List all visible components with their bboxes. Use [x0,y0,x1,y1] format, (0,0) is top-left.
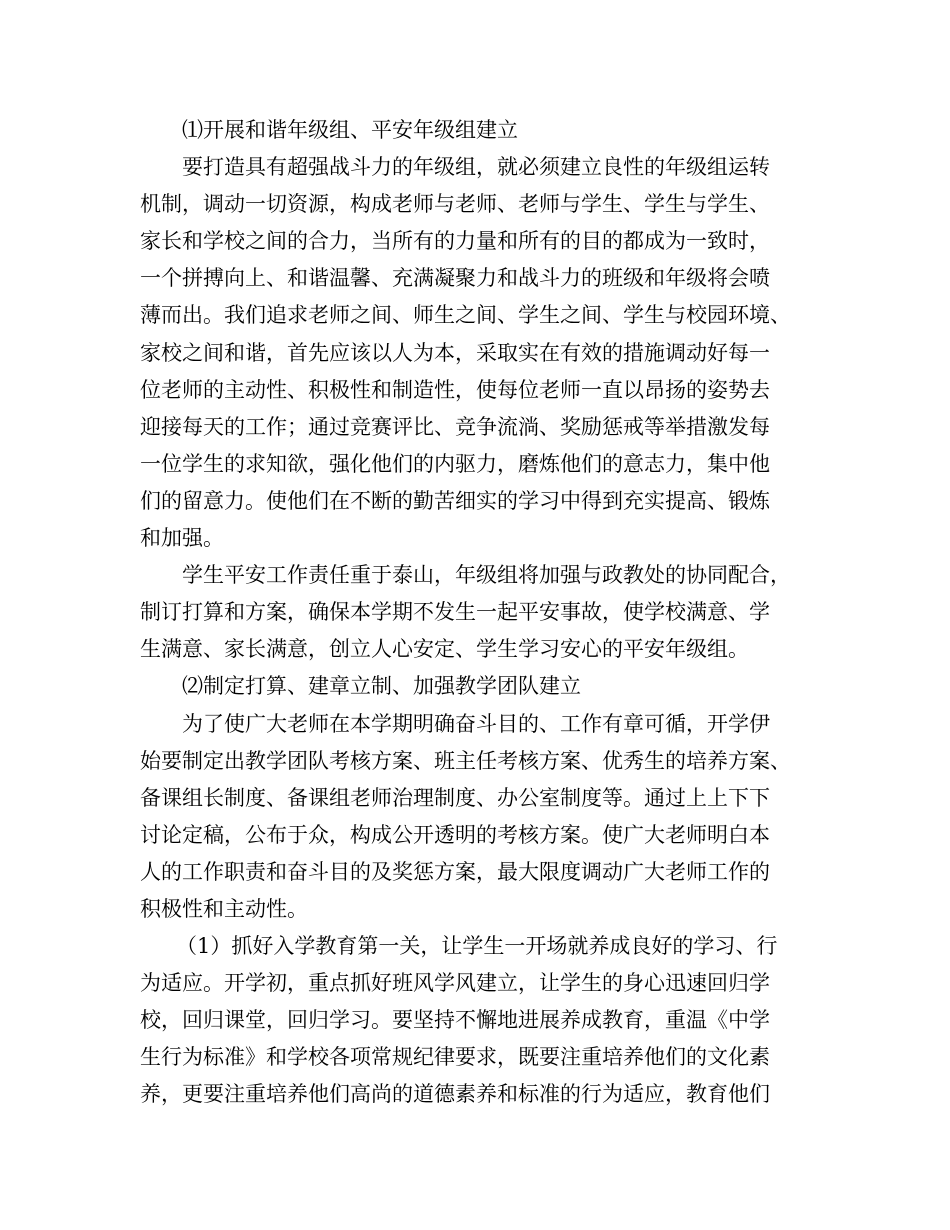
paragraph-line: 家长和学校之间的合力，当所有的力量和所有的目的都成为一致时， [140,229,770,254]
paragraph-line: 备课组长制度、备课组老师治理制度、办公室制度等。通过上上下下 [140,785,770,810]
paragraph-line: 一个拼搏向上、和谐温馨、充满凝聚力和战斗力的班级和年级将会喷 [140,266,770,291]
paragraph-line: 家校之间和谐，首先应该以人为本，采取实在有效的措施调动好每一 [140,340,770,365]
paragraph-line: 生满意、家长满意，创立人心安定、学生学习安心的平安年级组。 [140,637,749,662]
paragraph-line: 机制，调动一切资源，构成老师与老师、老师与学生、学生与学生、 [140,192,770,217]
paragraph-line: 人的工作职责和奋斗目的及奖惩方案，最大限度调动广大老师工作的 [140,859,770,884]
paragraph-line: 学生平安工作责任重于泰山，年级组将加强与政教处的协同配合， [182,563,791,588]
document-page [140,112,830,1114]
section-heading: ⑵制定打算、建章立制、加强教学团队建立 [182,674,581,699]
paragraph-line: 讨论定稿，公布于众，构成公开透明的考核方案。使广大老师明白本 [140,822,770,847]
paragraph-line: 养，更要注重培养他们高尚的道德素养和标准的行为适应，教育他们 [140,1082,770,1107]
paragraph-line: （1）抓好入学教育第一关，让学生一开场就养成良好的学习、行 [176,934,778,959]
paragraph-line: 制订打算和方案，确保本学期不发生一起平安事故，使学校满意、学 [140,600,770,625]
paragraph-line: 为了使广大老师在本学期明确奋斗目的、工作有章可循，开学伊 [182,711,770,736]
paragraph-line: 生行为标准》和学校各项常规纪律要求，既要注重培养他们的文化素 [140,1045,770,1070]
paragraph-line: 们的留意力。使他们在不断的勤苦细实的学习中得到充实提高、锻炼 [140,488,770,513]
paragraph-line: 一位学生的求知欲，强化他们的内驱力，磨炼他们的意志力，集中他 [140,451,770,476]
paragraph-line: 要打造具有超强战斗力的年级组，就必须建立良性的年级组运转 [182,155,770,180]
paragraph-line: 始要制定出教学团队考核方案、班主任考核方案、优秀生的培养方案、 [140,748,791,773]
paragraph-line: 迎接每天的工作；通过竞赛评比、竞争流淌、奖励惩戒等举措激发每 [140,414,770,439]
paragraph-line: 和加强。 [140,526,224,551]
section-heading: ⑴开展和谐年级组、平安年级组建立 [182,118,518,142]
paragraph-line: 积极性和主动性。 [140,896,308,921]
paragraph-line: 位老师的主动性、积极性和制造性，使每位老师一直以昂扬的姿势去 [140,377,770,402]
paragraph-line: 校，回归课堂，回归学习。要坚持不懈地进展养成教育，重温《中学 [140,1008,770,1033]
paragraph-line: 薄而出。我们追求老师之间、师生之间、学生之间、学生与校园环境、 [140,303,791,328]
paragraph-line: 为适应。开学初，重点抓好班风学风建立，让学生的身心迅速回归学 [140,971,770,996]
